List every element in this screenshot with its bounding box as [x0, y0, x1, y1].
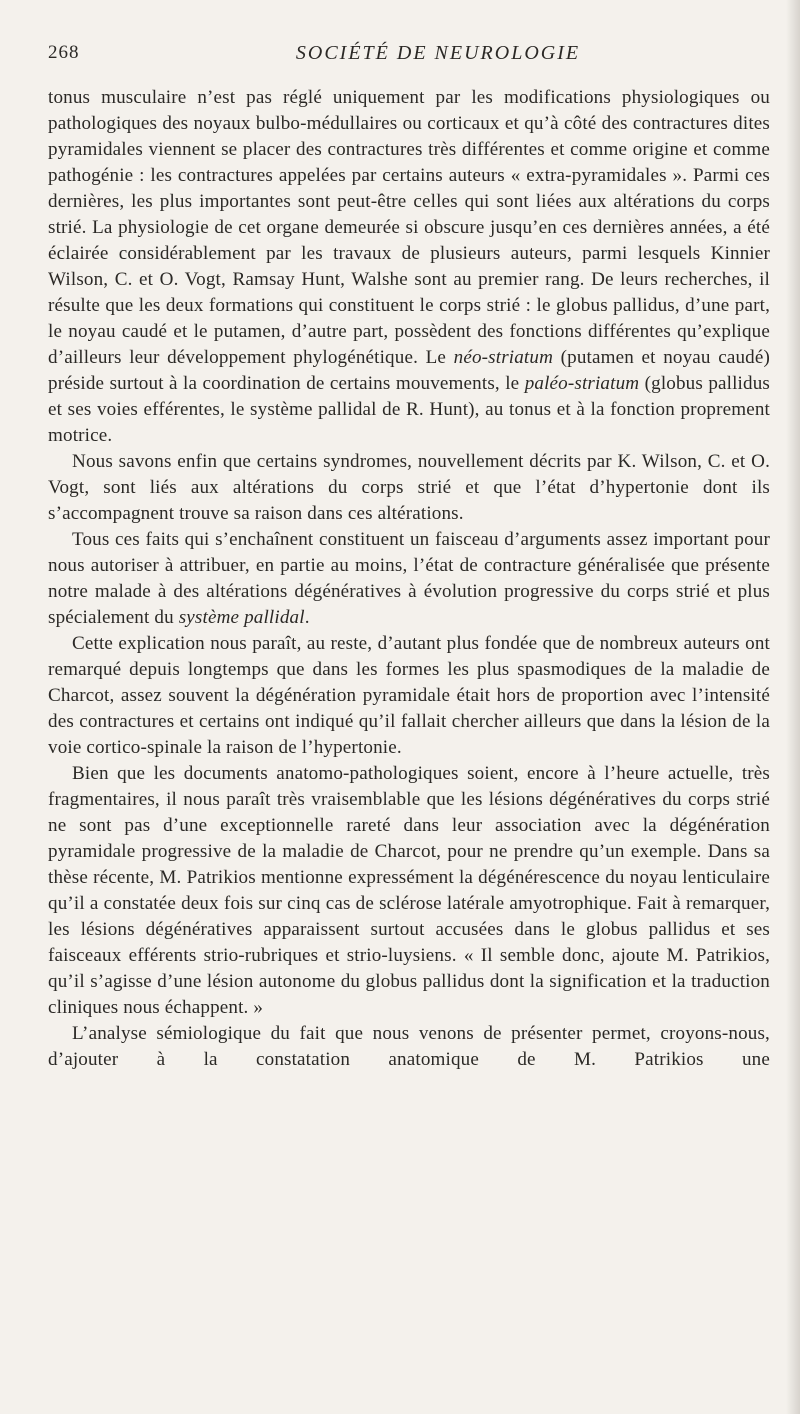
text-segment: tonus musculaire n’est pas réglé uniquement par les modifications physiologiques ou pathologiques des noyaux bulbo-médullaires ou corticaux et qu’à côté des contractures dites pyramidales viennent se placer des contractures très différentes et comme origine et comme pathogénie : les contractures appelées par certains auteurs « extra-pyramidales ». Parmi ces dernières, les plus importantes sont peut-être celles qui sont liées aux altérations du corps strié. La physiologie de cet organe demeurée si obscure jusqu’en ces dernières années, a été éclairée considérablement par les travaux de plusieurs auteurs, parmi lesquels Kinnier Wilson, C. et O. Vogt, Ramsay Hunt, Walshe sont au premier rang. De leurs recherches, il résulte que les deux formations qui constituent le corps strié : le globus pallidus, d’une part, le noyau caudé et le putamen, d’autre part, possèdent des fonctions différentes qu’explique d’ailleurs leur développement phylogénétique. Le [48, 87, 770, 368]
paragraph [48, 85, 770, 449]
text-segment: Nous savons enfin que certains syndromes, nouvellement décrits par K. Wilson, C. et O. Vogt, sont liés aux altérations du corps strié et que l’état d’hypertonie dont ils s’accompagnent trouve sa raison dans ces altérations. [48, 451, 770, 524]
text-segment: Cette explication nous paraît, au reste, d’autant plus fondée que de nombreux auteurs ont remarqué depuis longtemps que dans les formes les plus spasmodiques de la maladie de Charcot, assez souvent la dégénération pyramidale était hors de proportion avec l’intensité des contractures et certains ont indiqué qu’il fallait chercher ailleurs que dans la lésion de la voie cortico-spinale la raison de l’hypertonie. [48, 633, 770, 758]
text-segment: (globus pallidus et ses voies efférentes, le système pallidal de R. Hunt), au tonus et à la fonction proprement motrice. [48, 373, 770, 446]
running-head [48, 42, 770, 72]
paragraph [48, 631, 770, 761]
paragraph [48, 761, 770, 1021]
text-segment: L’analyse sémiologique du fait que nous venons de présenter permet, croyons-nous, d’ajouter à la constatation anatomique de M. Patrikios une [48, 1023, 770, 1070]
italic-term: paléo-striatum [524, 373, 640, 394]
text-segment: Tous ces faits qui s’enchaînent constituent un faisceau d’arguments assez important pour nous autoriser à attribuer, en partie au moins, l’état de contracture généralisée que présente notre malade à des altérations dégénératives à évolution progressive du corps strié et plus spécialement du [48, 529, 770, 628]
text-segment: Bien que les documents anatomo-pathologiques soient, encore à l’heure actuelle, très fragmentaires, il nous paraît très vraisemblable que les lésions dégénératives du corps strié ne sont pas d’une exceptionnelle rareté dans leur association avec la dégénération pyramidale progressive de la maladie de Charcot, pour ne prendre qu’un exemple. Dans sa thèse récente, M. Patrikios mentionne expressément la dégénérescence du noyau lenticulaire qu’il a constatée deux fois sur cinq cas de sclérose latérale amyotrophique. Fait à remarquer, les lésions dégénératives apparaissent surtout accusées dans le globus pallidus et ses faisceaux efférents strio-rubriques et strio-luysiens. « Il semble donc, ajoute M. Patrikios, qu’il s’agisse d’une lésion autonome du globus pallidus dont la signification et la traduction cliniques nous échappent. » [48, 763, 770, 1018]
text-segment: (putamen et noyau caudé) préside surtout à la coordination de certains mouvements, le [48, 347, 770, 394]
page-number: 268 [48, 42, 80, 63]
italic-term: néo-striatum [453, 347, 554, 368]
text-segment: . [304, 607, 310, 628]
italic-term: système pallidal [178, 607, 305, 628]
paragraph [48, 527, 770, 631]
body-text [48, 85, 770, 1073]
paragraph-continued [48, 1021, 770, 1073]
paragraph [48, 449, 770, 527]
page-edge-shadow [786, 0, 800, 1414]
journal-title: SOCIÉTÉ DE NEUROLOGIE [295, 42, 581, 64]
